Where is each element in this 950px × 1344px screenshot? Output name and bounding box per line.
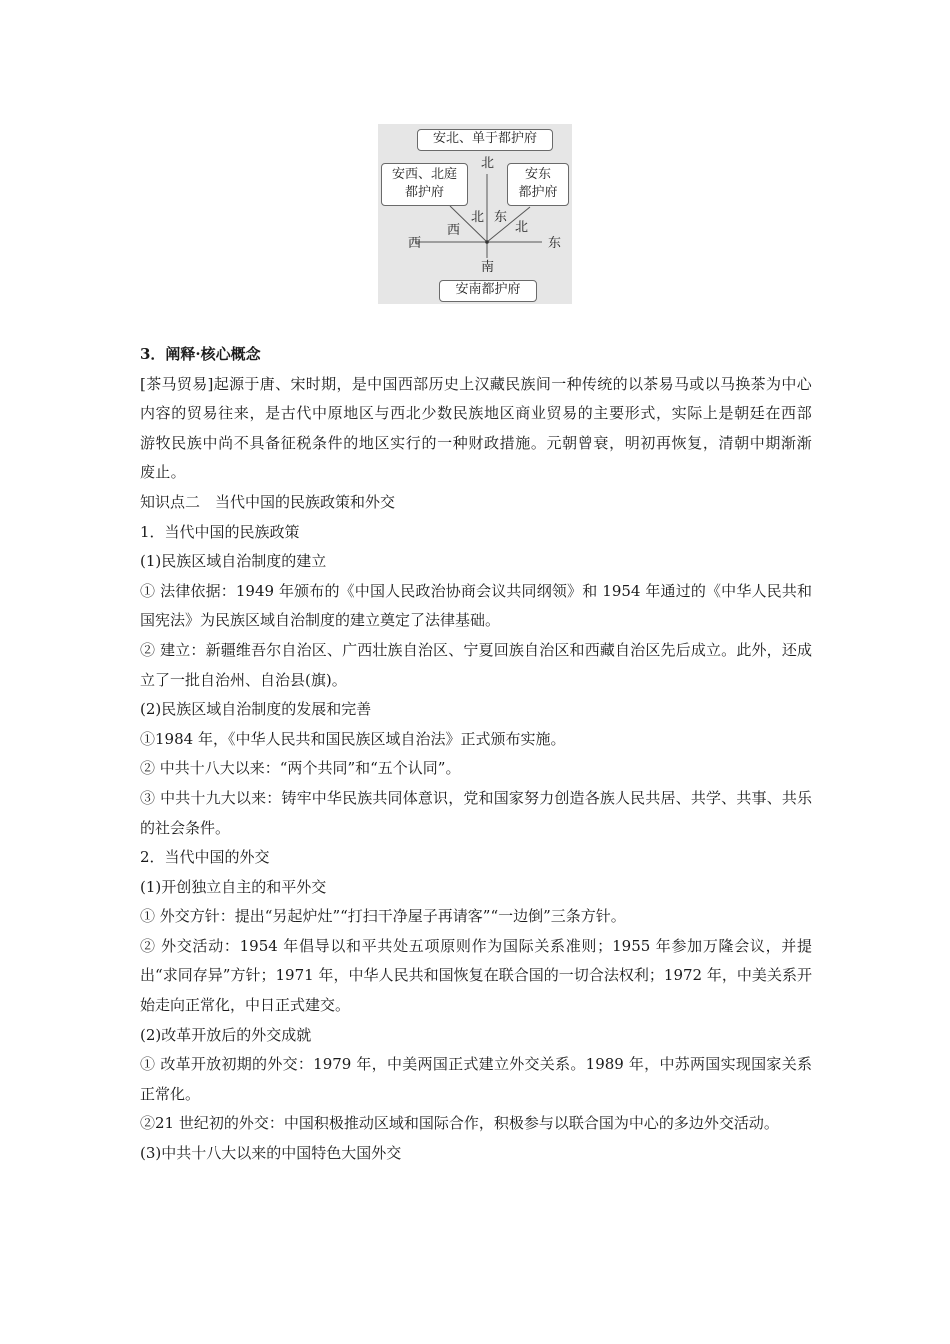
autonomy-development-title: (2)民族区域自治制度的发展和完善 — [140, 700, 372, 719]
ethnic-policy-title: 1．当代中国的民族政策 — [140, 522, 300, 541]
diplomatic-policy-item: ① 外交方针：提出“另起炉灶”“打扫干净屋子再请客”“一边倒”三条方针。 — [140, 907, 626, 926]
autonomy-law-item: ①1984 年，《中华人民共和国民族区域自治法》正式颁布实施。 — [140, 729, 566, 748]
label-diag-ne-north: 北 — [515, 220, 529, 235]
section3-heading: 3．阐释·核心概念 — [140, 345, 261, 363]
box-northeast — [507, 163, 569, 206]
label-west: 西 — [408, 236, 422, 251]
label-north: 北 — [481, 156, 495, 171]
diplomatic-activity-item: ② 外交活动：1954 年倡导以和平共处五项原则作为国际关系准则；1955 年参加万隆会议，并提出“求同存异”方针；1971 年，中华人民共和国恢复在联合国的一切合法权利；1972 年，中美关系开始走向正常化，中日正式建交。 — [140, 936, 812, 1015]
box-northeast-line2: 都护府 — [518, 185, 558, 200]
legal-basis-item: ① 法律依据：1949 年颁布的《中国人民政治协商会议共同纲领》和 1954 年通过的《中华人民共和国宪法》为民族区域自治制度的建立奠定了法律基础。 — [140, 581, 812, 630]
label-diag-nw-west: 西 — [447, 223, 461, 238]
major-country-diplomacy-title: (3)中共十八大以来的中国特色大国外交 — [140, 1144, 402, 1163]
diplomacy-title: 2．当代中国的外交 — [140, 848, 270, 867]
reform-era-diplomacy-title: (2)改革开放后的外交成就 — [140, 1025, 312, 1044]
label-diag-nw-north: 北 — [471, 210, 485, 225]
center-dot — [485, 240, 489, 244]
eighteenth-congress-item: ② 中共十八大以来：“两个共同”和“五个认同”。 — [140, 759, 461, 778]
21st-century-diplomacy-item: ②21 世纪初的外交：中国积极推动区域和国际合作，积极参与以联合国为中心的多边外交活动。 — [140, 1114, 779, 1133]
box-northwest — [381, 163, 468, 206]
early-reform-diplomacy-item: ① 改革开放初期的外交：1979 年，中美两国正式建立外交关系。1989 年，中苏两国实现国家关系正常化。 — [140, 1055, 812, 1103]
box-south: 安南都护府 — [439, 280, 537, 302]
label-south: 南 — [481, 260, 495, 275]
knowledge-point-2-title: 知识点二 当代中国的民族政策和外交 — [140, 492, 396, 511]
box-northwest-line2: 都护府 — [404, 185, 444, 200]
tea-horse-trade-paragraph: [茶马贸易]起源于唐、宋时期，是中国西部历史上汉藏民族间一种传统的以茶易马或以马换茶为中心内容的贸易往来，是古代中原地区与西北少数民族地区商业贸易的主要形式，实际上是朝廷在西部游牧民族中尚不具备征税条件的地区实行的一种财政措施。元朝曾衰，明初再恢复，清朝中期渐渐废止。 — [140, 374, 812, 482]
main-text — [140, 340, 812, 1169]
protectorates-diagram — [378, 124, 572, 304]
box-north: 安北、单于都护府 — [417, 129, 553, 151]
independent-diplomacy-title: (1)开创独立自主的和平外交 — [140, 877, 327, 896]
autonomy-establishment-title: (1)民族区域自治制度的建立 — [140, 552, 327, 571]
box-northeast-line1: 安东 — [524, 167, 551, 182]
box-northwest-line1: 安西、北庭 — [391, 167, 457, 182]
nineteenth-congress-item: ③ 中共十九大以来：铸牢中华民族共同体意识，党和国家努力创造各族人民共居、共学、共事、共乐的社会条件。 — [140, 788, 812, 837]
label-diag-ne-east: 东 — [494, 210, 508, 225]
label-east: 东 — [548, 236, 562, 251]
establishment-item: ② 建立：新疆维吾尔自治区、广西壮族自治区、宁夏回族自治区和西藏自治区先后成立。此外，还成立了一批自治州、自治县(旗)。 — [140, 640, 812, 689]
